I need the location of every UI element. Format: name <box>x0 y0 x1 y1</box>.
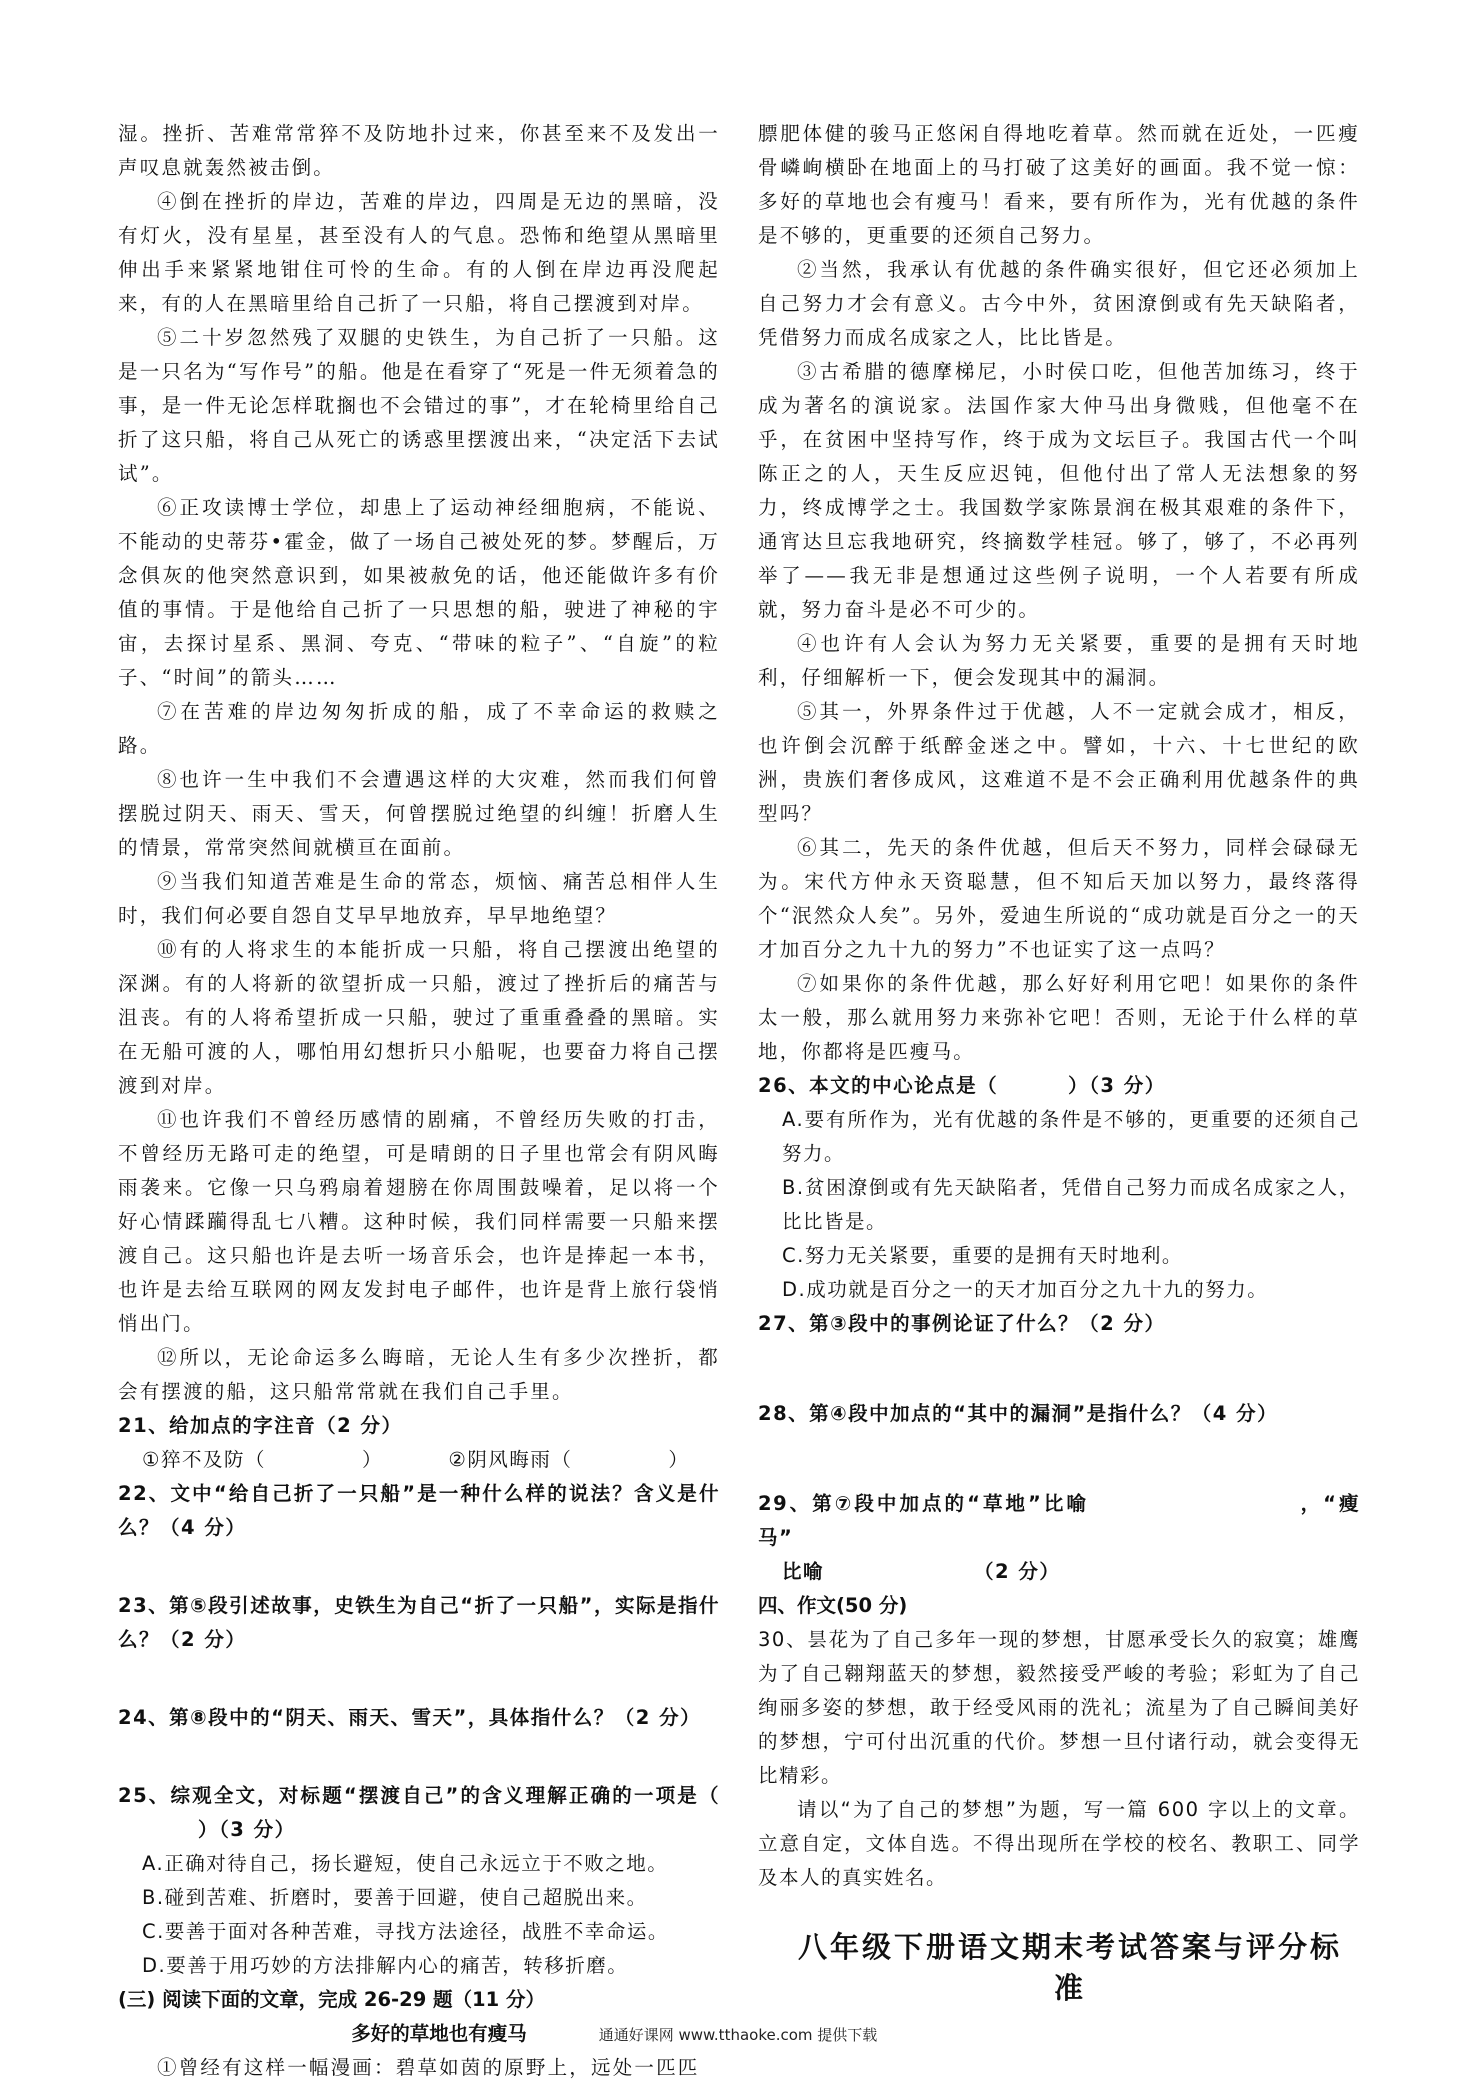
option-c: C.努力无关紧要，重要的是拥有天时地利。 <box>782 1244 1183 1267</box>
left-column <box>118 117 720 2085</box>
option-a: A.要有所作为，光有优越的条件是不够的，更重要的还须自己努力。 <box>782 1108 1360 1165</box>
question-30-prompt: 30、昙花为了自己多年一现的梦想，甘愿承受长久的寂寞；雄鹰为了自己翱翔蓝天的梦想，毅然接受严峻的考验；彩虹为了自己绚丽多姿的梦想，敢于经受风雨的洗礼；流星为了自己瞬间美好的梦想，宁可付出沉重的代价。梦想一旦付诸行动，就会变得无比精彩。 <box>758 1628 1360 1787</box>
question-29: 29、第⑦段中加点的“草地”比喻 ，“瘦马” <box>758 1492 1360 1549</box>
passage-paragraph: ⑪也许我们不曾经历感情的剧痛，不曾经历失败的打击，不曾经历无路可走的绝望，可是晴朗的日子里也常会有阴风晦雨袭来。它像一只乌鸦扇着翅膀在你周围鼓噪着，足以将一个好心情蹂躏得乱七八糟。这种时候，我们同样需要一只船来摆渡自己。这只船也许是去听一场音乐会，也许是捧起一本书，也许是去给互联网的网友发封电子邮件，也许是背上旅行袋悄悄出门。 <box>118 1108 720 1335</box>
question-23: 23、第⑤段引述故事，史铁生为自己“折了一只船”，实际是指什么？（2 分） <box>118 1594 720 1651</box>
question-30-task: 请以“为了自己的梦想”为题，写一篇 600 字以上的文章。立意自定，文体自选。不得出现所在学校的校名、教职工、同学及本人的真实姓名。 <box>758 1798 1360 1889</box>
section-3-heading: (三) 阅读下面的文章，完成 26-29 题（11 分） <box>118 1988 545 2011</box>
option-b: B.贫困潦倒或有先天缺陷者，凭借自己努力而成名成家之人，比比皆是。 <box>782 1176 1360 1233</box>
page-footer: 通通好课网 www.tthaoke.com 提供下载 <box>598 2026 878 2044</box>
essay-title: 多好的草地也有瘦马 <box>351 2022 527 2045</box>
answer-key-title: 八年级下册语文期末考试答案与评分标准 <box>797 1930 1342 2005</box>
passage-paragraph: ⑦在苦难的岸边匆匆折成的船，成了不幸命运的救赎之路。 <box>118 700 720 757</box>
passage-paragraph: ⑥正攻读博士学位，却患上了运动神经细胞病，不能说、不能动的史蒂芬•霍金，做了一场自己被处死的梦。梦醒后，万念俱灰的他突然意识到，如果被赦免的话，他还能做许多有价值的事情。于是他给自己折了一只思想的船，驶进了神秘的宇宙，去探讨星系、黑洞、夸克、“带味的粒子”、“自旋”的粒子、“时间”的箭头…… <box>118 496 720 689</box>
passage-paragraph: ③古希腊的德摩梯尼，小时侯口吃，但他苦加练习，终于成为著名的演说家。法国作家大仲马出身微贱，但他毫不在乎，在贫困中坚持写作，终于成为文坛巨子。我国古代一个叫陈正之的人，天生反应迟钝，但他付出了常人无法想象的努力，终成博学之士。我国数学家陈景润在极其艰难的条件下，通宵达旦忘我地研究，终摘数学桂冠。够了，够了，不必再列举了——我无非是想通过这些例子说明，一个人若要有所成就，努力奋斗是必不可少的。 <box>758 360 1360 621</box>
passage-paragraph: ⑩有的人将求生的本能折成一只船，将自己摆渡出绝望的深渊。有的人将新的欲望折成一只船，渡过了挫折后的痛苦与沮丧。有的人将希望折成一只船，驶过了重重叠叠的黑暗。实在无船可渡的人，哪怕用幻想折只小船呢，也要奋力将自己摆渡到对岸。 <box>118 938 720 1097</box>
passage-paragraph: ②当然，我承认有优越的条件确实很好，但它还必须加上自己努力才会有意义。古今中外，贫困潦倒或有先天缺陷者，凭借努力而成名成家之人，比比皆是。 <box>758 258 1360 349</box>
question-26: 26、本文的中心论点是（ ）（3 分） <box>758 1074 1166 1097</box>
passage-paragraph: ⑫所以，无论命运多么晦暗，无论人生有多少次挫折，都会有摆渡的船，这只船常常就在我们自己手里。 <box>118 1346 720 1403</box>
option-d: D.成功就是百分之一的天才加百分之九十九的努力。 <box>782 1278 1269 1301</box>
question-28: 28、第④段中加点的“其中的漏洞”是指什么？（4 分） <box>758 1402 1279 1425</box>
question-24: 24、第⑧段中的“阴天、雨天、雪天”，具体指什么？（2 分） <box>118 1706 702 1729</box>
passage-paragraph: ⑦如果你的条件优越，那么好好利用它吧！如果你的条件太一般，那么就用努力来弥补它吧！否则，无论于什么样的草地，你都将是匹瘦马。 <box>758 972 1360 1063</box>
passage-paragraph: ⑨当我们知道苦难是生命的常态，烦恼、痛苦总相伴人生时，我们何必要自怨自艾早早地放弃，早早地绝望？ <box>118 870 720 927</box>
passage-paragraph: ①曾经有这样一幅漫画：碧草如茵的原野上，远处一匹匹 <box>157 2056 700 2079</box>
question-21-items: ①猝不及防（ ） ②阴风晦雨（ ） <box>142 1448 690 1471</box>
passage-paragraph: ④倒在挫折的岸边，苦难的岸边，四周是无边的黑暗，没有灯火，没有星星，甚至没有人的气息。恐怖和绝望从黑暗里伸出手来紧紧地钳住可怜的生命。有的人倒在岸边再没爬起来，有的人在黑暗里给自己折了一只船，将自己摆渡到对岸。 <box>118 190 720 315</box>
option-d: D.要善于用巧妙的方法排解内心的痛苦，转移折磨。 <box>142 1954 629 1977</box>
section-4-heading: 四、作文(50 分) <box>758 1594 908 1617</box>
passage-paragraph: ⑤二十岁忽然残了双腿的史铁生，为自己折了一只船。这是一只名为“写作号”的船。他是在看穿了“死是一件无须着急的事，是一件无论怎样耽搁也不会错过的事”，才在轮椅里给自己折了这只船，将自己从死亡的诱惑里摆渡出来，“决定活下去试试”。 <box>118 326 720 485</box>
option-a: A.正确对待自己，扬长避短，使自己永远立于不败之地。 <box>142 1852 669 1875</box>
question-27: 27、第③段中的事例论证了什么？（2 分） <box>758 1312 1166 1335</box>
option-c: C.要善于面对各种苦难，寻找方法途径，战胜不幸命运。 <box>142 1920 669 1943</box>
passage-paragraph: 膘肥体健的骏马正悠闲自得地吃着草。然而就在近处，一匹瘦骨嶙峋横卧在地面上的马打破了这美好的画面。我不觉一惊：多好的草地也会有瘦马！看来，要有所作为，光有优越的条件是不够的，更重要的还须自己努力。 <box>758 122 1360 247</box>
question-29-cont: 比喻 （2 分） <box>782 1560 1061 1583</box>
passage-paragraph: ⑤其一，外界条件过于优越，人不一定就会成才，相反，也许倒会沉醉于纸醉金迷之中。譬如，十六、十七世纪的欧洲，贵族们奢侈成风，这难道不是不会正确利用优越条件的典型吗？ <box>758 700 1360 825</box>
question-25: 25、综观全文，对标题“摆渡自己”的含义理解正确的一项是（）（3 分） <box>118 1784 720 1841</box>
question-22: 22、文中“给自己折了一只船”是一种什么样的说法？含义是什么？（4 分） <box>118 1482 720 1539</box>
option-b: B.碰到苦难、折磨时，要善于回避，使自己超脱出来。 <box>142 1886 648 1909</box>
question-21: 21、给加点的字注音（2 分） <box>118 1414 403 1437</box>
passage-paragraph: ⑥其二，先天的条件优越，但后天不努力，同样会碌碌无为。宋代方仲永天资聪慧，但不知后天加以努力，最终落得个“泯然众人矣”。另外，爱迪生所说的“成功就是百分之一的天才加百分之九十九的努力”不也证实了这一点吗？ <box>758 836 1360 961</box>
passage-paragraph: ④也许有人会认为努力无关紧要，重要的是拥有天时地利，仔细解析一下，便会发现其中的漏洞。 <box>758 632 1360 689</box>
passage-paragraph: 湿。挫折、苦难常常猝不及防地扑过来，你甚至来不及发出一声叹息就轰然被击倒。 <box>118 122 720 179</box>
passage-paragraph: ⑧也许一生中我们不会遭遇这样的大灾难，然而我们何曾摆脱过阴天、雨天、雪天，何曾摆脱过绝望的纠缠！折磨人生的情景，常常突然间就横亘在面前。 <box>118 768 720 859</box>
right-column <box>758 117 1360 1895</box>
